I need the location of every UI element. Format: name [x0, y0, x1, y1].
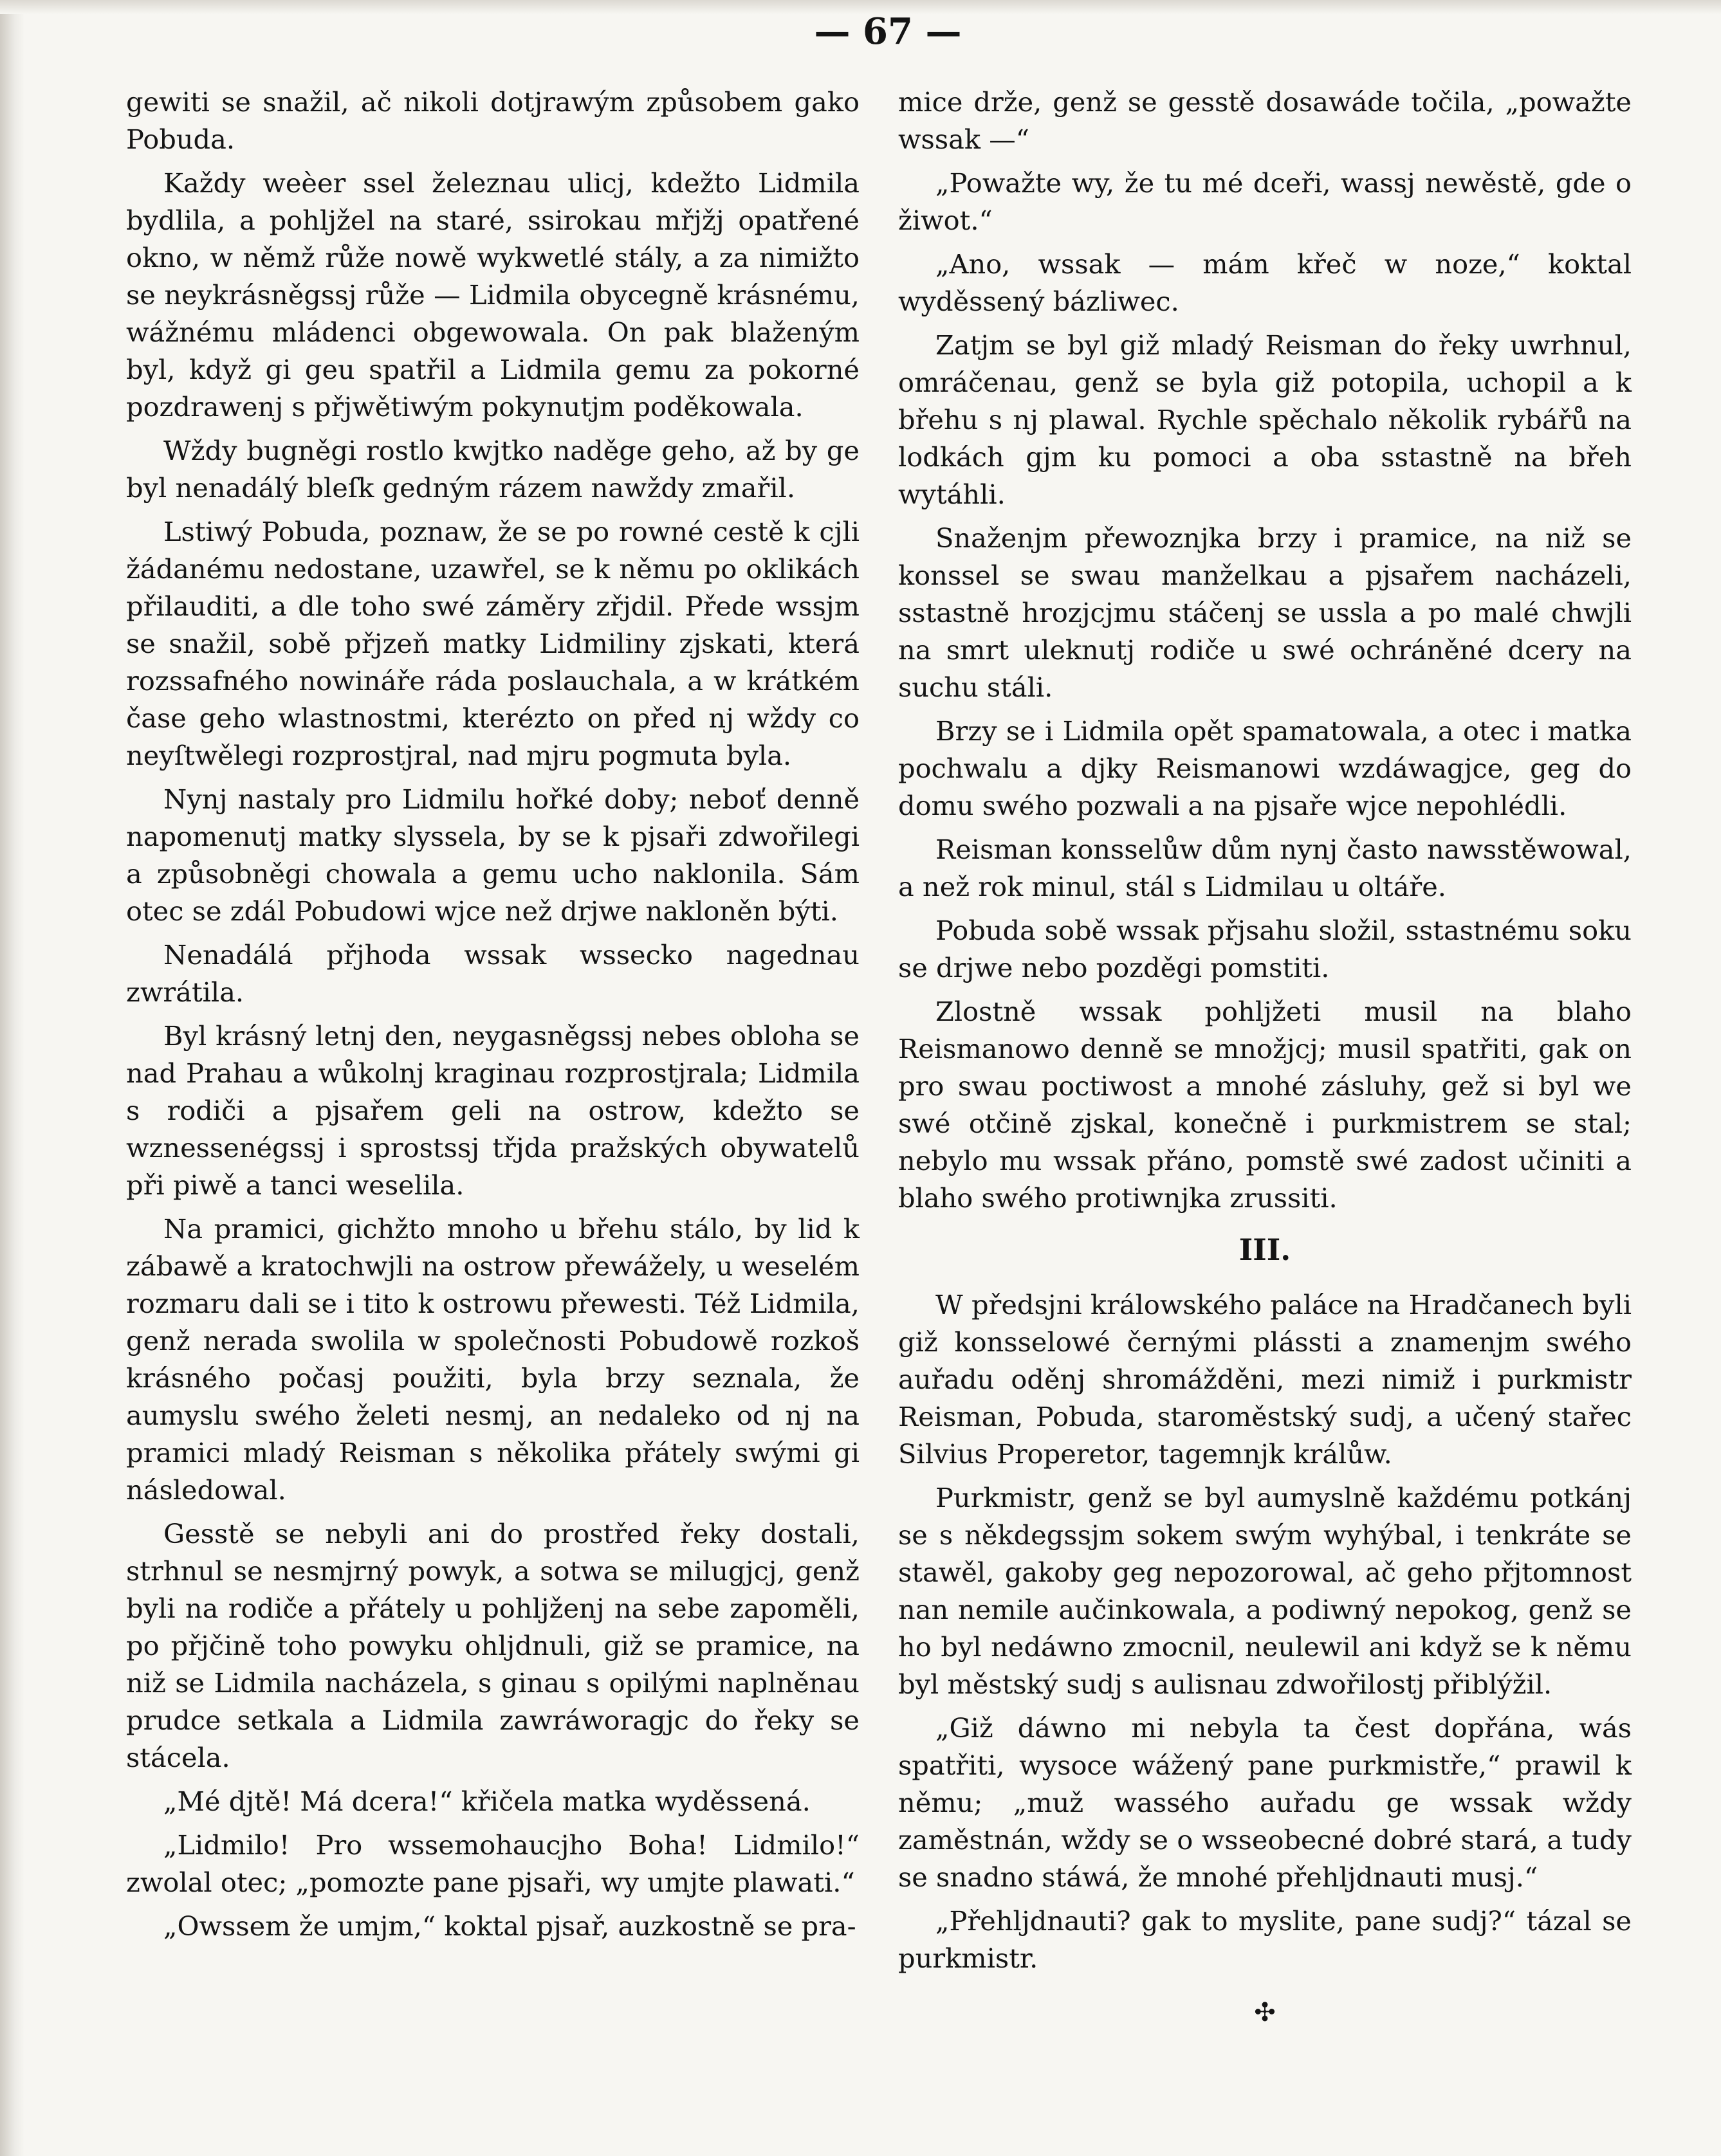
chapter-paragraphs	[898, 1286, 1632, 1977]
paragraph: „Owssem že umjm,“ koktal pjsař, auzkostně se pra-	[163, 1910, 856, 1942]
paragraph: Byl krásný letnj den, neygasněgssj nebes obloha se nad Prahau a wůkolnj kraginau rozprostjrala; Lidmila s rodiči a pjsařem geli na ostrow, kdežto se wznessenégssj i sprostssj třjda pražských obywatelů při piwě a tanci weselila.	[126, 1020, 860, 1201]
end-ornament: ✣	[1254, 1998, 1276, 2027]
paragraph: Každy weèer ssel železnau ulicj, kdežto Lidmila bydlila, a pohljžel na staré, ssirokau mřjžj opatřené okno, w němž růže nowě wykwetlé stály, a za nimižto se neykrásněgssj růže — Lidmila obycegně krásnému, wážnému mládenci obgewowala. On pak blaženým byl, když gi geu spatřil a Lidmila gemu za pokorné pozdrawenj s přjwětiwým pokynutjm poděkowala.	[126, 167, 860, 423]
paragraph: Snaženjm přewoznjka brzy i pramice, na niž se konssel se swau manželkau a pjsařem nacházeli, sstastně hrozjcjmu stáčenj se ussla a po malé chwjli na smrt uleknutj rodiče u swé ochráněné dcery na suchu stáli.	[898, 522, 1632, 703]
paragraph: „Powažte wy, že tu mé dceři, wassj newěstě, gde o žiwot.“	[898, 167, 1632, 236]
right-column	[898, 84, 1632, 2031]
paragraph: Gesstě se nebyli ani do prostřed řeky dostali, strhnul se nesmjrný powyk, a sotwa se milugjcj, genž byli na rodiče a přátely u pohljženj na sebe zapoměli, po přjčině toho powyku ohljdnuli, giž se pramice, na niž se Lidmila nacházela, s ginau s opilými naplněnau prudce setkala a Lidmila zawráworagjc do řeky se stácela.	[126, 1518, 860, 1773]
left-column	[126, 84, 860, 1951]
paragraph: Zlostně wssak pohljžeti musil na blaho Reismanowo denně se množjcj; musil spatřiti, gak on pro swau poctiwost a mnohé zásluhy, gež si byl we swé otčině zjskal, konečně i purkmistrem se stal; nebylo mu wssak přáno, pomstě swé zadost učiniti a blaho swého protiwnjka zrussiti.	[898, 996, 1632, 1214]
paragraph: Reisman konsselůw dům nynj často nawsstěwowal, a než rok minul, stál s Lidmilau u oltáře.	[898, 834, 1632, 902]
page-number: — 67 —	[814, 10, 962, 53]
paragraph: Brzy se i Lidmila opět spamatowala, a otec i matka pochwalu a djky Reismanowi wzdáwagjce, geg do domu swého pozwali a na pjsaře wjce nepohlédli.	[898, 715, 1632, 821]
paragraph: „Ano, wssak — mám křeč w noze,“ koktal wyděssený bázliwec.	[898, 248, 1632, 317]
paragraph: Nenadálá přjhoda wssak wssecko nagednau zwrátila.	[126, 939, 860, 1008]
paragraph: W předsjni králowského paláce na Hradčanech byli giž konsselowé černými plássti a znamenjm swého auřadu oděnj shromážděni, mezi nimiž i purkmistr Reisman, Pobuda, staroměstský sudj, a učený stařec Silvius Properetor, tagemnjk králůw.	[898, 1289, 1632, 1470]
paragraph: Nynj nastaly pro Lidmilu hořké doby; neboť denně napomenutj matky slyssela, by se k pjsaři zdwořilegi a způsobněgi chowala a gemu ucho naklonila. Sám otec se zdál Pobudowi wjce než drjwe nakloněn býti.	[126, 783, 860, 927]
paragraph: „Lidmilo! Pro wssemohaucjho Boha! Lidmilo!“ zwolal otec; „pomozte pane pjsaři, wy umjte plawati.“	[126, 1829, 860, 1898]
paragraph: mice drže, genž se gesstě dosawáde točila, „powažte wssak —“	[898, 86, 1632, 155]
paragraph: Lstiwý Pobuda, poznaw, že se po rowné cestě k cjli žádanému nedostane, uzawřel, se k němu po oklikách přilauditi, a dle toho swé záměry zřjdil. Přede wssjm se snažil, sobě přjzeň matky Lidmiliny zjskati, která rozssafného nowináře ráda poslauchala, a w krátkém čase geho wlastnostmi, kterézto on před nj wždy co neyſtwělegi rozprostjral, nad mjru pogmuta byla.	[126, 516, 860, 771]
page-binding-shadow	[0, 0, 24, 2156]
right-column-paragraphs	[898, 84, 1632, 1217]
paragraph: Zatjm se byl giž mladý Reisman do řeky uwrhnul, omráčenau, genž se byla giž potopila, uchopil a k břehu s nj plawal. Rychle spěchalo několik rybářů na lodkách gjm ku pomoci a oba sstastně na břeh wytáhli.	[898, 329, 1632, 510]
paragraph: „Přehljdnauti? gak to myslite, pane sudj?“ tázal se purkmistr.	[898, 1905, 1632, 1974]
paragraph: Wždy bugněgi rostlo kwjtko naděge geho, až by ge byl nenadálý bleſk gedným rázem nawždy zmařil.	[126, 435, 860, 504]
paragraph: Na pramici, gichžto mnoho u břehu stálo, by lid k zábawě a kratochwjli na ostrow přewážely, u weselém rozmaru dali se i tito k ostrowu přewesti. Též Lidmila, genž nerada swolila w společnosti Pobudowě rozkoš krásného počasj použiti, byla brzy seznala, že aumyslu swého želeti nesmj, an nedaleko od nj na pramici mladý Reisman s několika přátely swými gi následowal.	[126, 1213, 860, 1506]
paragraph: Pobuda sobě wssak přjsahu složil, sstastnému soku se drjwe nebo pozděgi pomstiti.	[898, 915, 1632, 983]
paragraph: „Giž dáwno mi nebyla ta čest dopřána, wás spatřiti, wysoce wážený pane purkmistře,“ prawil k němu; „muž wassého auřadu ge wssak wždy zaměstnán, wždy se o wsseobecné dobré stará, a tudy se snadno stáwá, že mnohé přehljdnauti musj.“	[898, 1712, 1632, 1893]
paragraph: „Mé djtě! Má dcera!“ křičela matka wyděssená.	[163, 1786, 811, 1817]
chapter-heading: III.	[1238, 1232, 1291, 1267]
paragraph: Purkmistr, genž se byl aumyslně každému potkánj se s někdegssjm sokem swým wyhýbal, i tenkráte se stawěl, gakoby geg nepozorowal, ač geho přjtomnost nan nemile aučinkowala, a podiwný nepokog, genž se ho byl nedáwno zmocnil, neulewil ani když se k němu byl městský sudj s aulisnau zdwořilostj přiblýžil.	[898, 1482, 1632, 1700]
paragraph: gewiti se snažil, ač nikoli dotjrawým způsobem gako Pobuda.	[126, 86, 860, 155]
